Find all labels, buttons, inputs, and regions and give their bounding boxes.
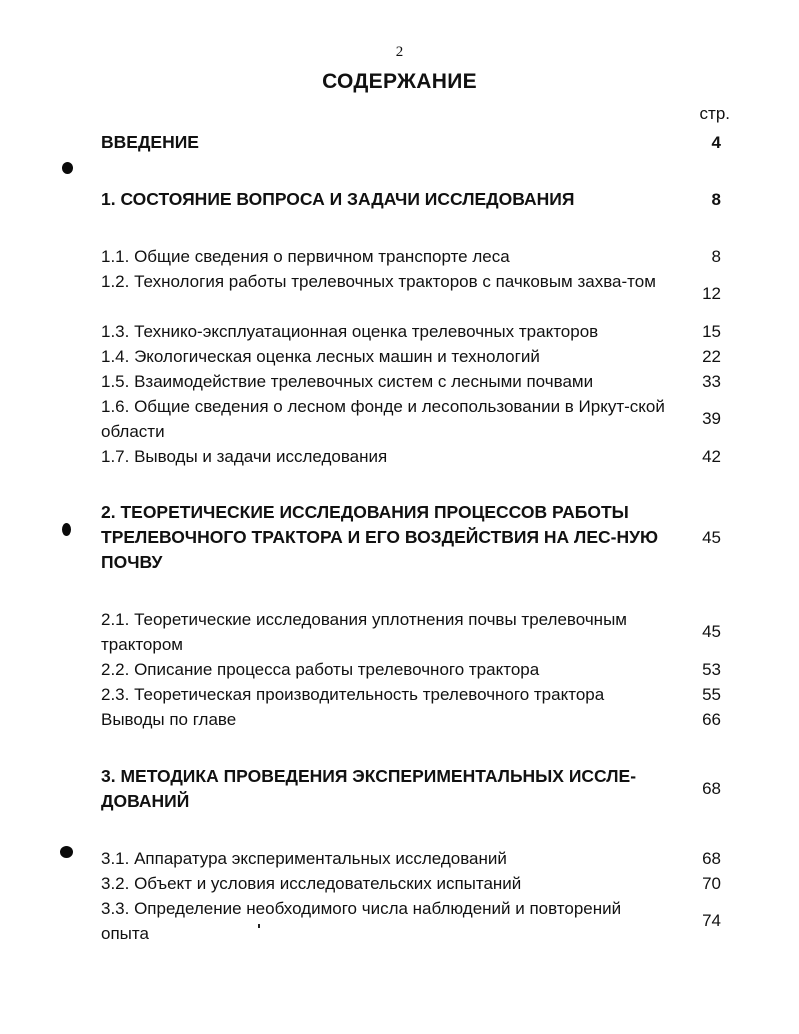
toc-entry-text: 1.5. Взаимодействие трелевочных систем с лесными почвами [101,372,594,391]
toc-entry-text: 1.4. Экологическая оценка лесных машин и технологий [101,347,540,366]
toc-entry-page: 70 [702,874,721,893]
ink-blot-mark [62,523,71,536]
toc-entry-section-2-1[interactable] [101,607,721,657]
toc-entry-page: 42 [702,447,721,466]
toc-entry-text: 3.2. Объект и условия исследовательских испытаний [101,874,522,893]
toc-entry-page: 22 [702,347,721,366]
toc-entry-section-1-7[interactable] [101,444,721,469]
toc-entry-page: 15 [702,322,721,341]
toc-entry-text: 3.1. Аппаратура экспериментальных исследований [101,849,507,868]
toc-entry-page: 53 [702,660,721,679]
toc-entry-text: 2.1. Теоретические исследования уплотнения почвы трелевочным трактором [101,610,627,654]
toc-entry-text: 3. МЕТОДИКА ПРОВЕДЕНИЯ ЭКСПЕРИМЕНТАЛЬНЫХ ИССЛЕ-ДОВАНИЙ [101,766,637,811]
toc-entry-section-3-1[interactable] [101,846,721,871]
toc-entry-text: 2. ТЕОРЕТИЧЕСКИЕ ИССЛЕДОВАНИЯ ПРОЦЕССОВ РАБОТЫ ТРЕЛЕВОЧНОГО ТРАКТОРА И ЕГО ВОЗДЕЙСТВИЯ НА ЛЕС-НУЮ ПОЧВУ [101,502,659,572]
toc-entry-text: 1.3. Технико-эксплуатационная оценка трелевочных тракторов [101,322,599,341]
toc-entry-page: 74 [702,911,721,930]
toc-entry-page: 8 [711,190,721,209]
toc-entry-section-3-3[interactable] [101,896,721,946]
toc-entry-section-3-2[interactable] [101,871,721,896]
toc-entry-text: 1.2. Технология работы трелевочных тракторов с пачковым захва-том [101,272,656,291]
toc-entry-section-2-2[interactable] [101,657,721,682]
toc-entry-section-2-3[interactable] [101,682,721,707]
toc-entry-chapter-3[interactable] [101,764,721,814]
toc-entry-section-1-5[interactable] [101,369,721,394]
toc-entry-section-1-3[interactable] [101,319,721,344]
toc-entry-page: 33 [702,372,721,391]
toc-entry-text: ВВЕДЕНИЕ [101,132,199,152]
toc-entry-page: 55 [702,685,721,704]
toc-entry-chapter-2[interactable] [101,500,721,575]
toc-entry-text: 2.2. Описание процесса работы трелевочного трактора [101,660,540,679]
toc-entry-page: 68 [702,779,721,798]
toc-entry-text: 1.6. Общие сведения о лесном фонде и лесопользовании в Иркут-ской области [101,397,665,441]
toc-entry-page: 66 [702,710,721,729]
toc-entry-page: 45 [702,622,721,641]
toc-entry-section-1-1[interactable] [101,244,721,269]
ink-blot-mark [60,846,73,858]
toc-entry-section-1-2[interactable] [101,269,721,319]
toc-entry-page: 45 [702,528,721,547]
toc-entry-page: 4 [711,133,721,152]
toc-entry-page: 8 [711,247,721,266]
toc-entry-section-1-4[interactable] [101,344,721,369]
toc-entry-text: 2.3. Теоретическая производительность трелевочного трактора [101,685,605,704]
toc-entry-text: 1.1. Общие сведения о первичном транспорте леса [101,247,510,266]
toc-entry-introduction[interactable] [101,130,721,155]
toc-entry-text: Выводы по главе [101,710,237,729]
toc-entry-section-1-6[interactable] [101,394,721,444]
toc-entry-text: 3.3. Определение необходимого числа наблюдений и повторений опыта [101,899,622,943]
toc-entry-text: 1. СОСТОЯНИЕ ВОПРОСА И ЗАДАЧИ ИССЛЕДОВАНИЯ [101,189,575,209]
toc-entry-chapter-1[interactable] [101,187,721,212]
toc-entry-page: 68 [702,849,721,868]
pages-column-header: стр. [699,104,730,123]
page-number: 2 [395,44,404,60]
toc-entry-text: 1.7. Выводы и задачи исследования [101,447,388,466]
toc-entry-chapter-2-conclusions[interactable] [101,707,721,732]
toc-entry-page: 39 [702,409,721,428]
toc-entry-page: 12 [702,284,721,303]
toc-title: СОДЕРЖАНИЕ [322,70,477,93]
ink-blot-mark [62,162,73,174]
